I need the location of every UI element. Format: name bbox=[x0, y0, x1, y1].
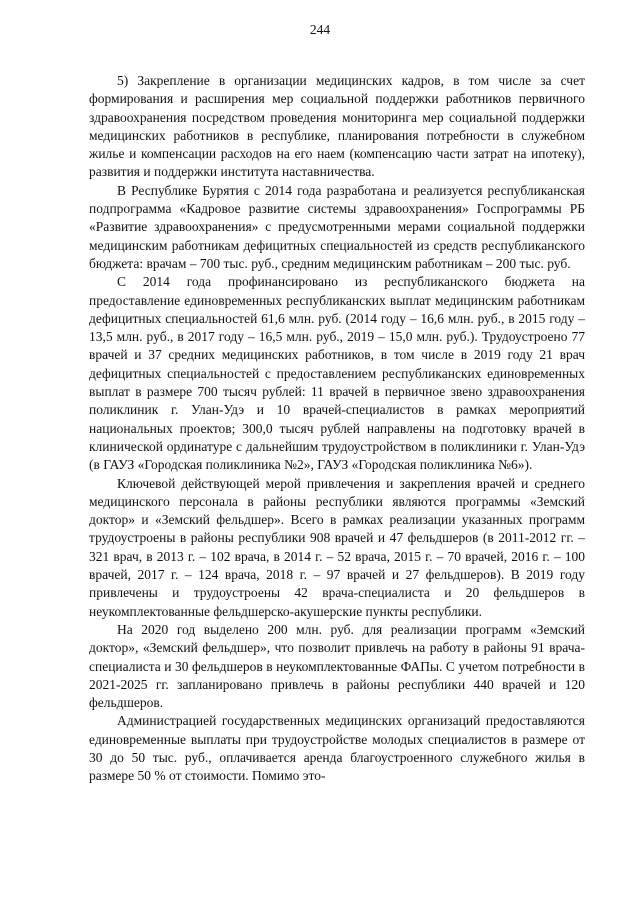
paragraph-republican-subprogram: В Республике Бурятия с 2014 года разработана и реализуется республиканская подпрограмма «Кадровое развитие системы здравоохранения» Госпрограммы РБ «Развитие здравоохранения» с предусмотренными мерами социальной поддержки медицинским работникам дефицитных специальностей из средств республиканского бюджета: врачам – 700 тыс. руб., средним медицинским работникам – 200 тыс. руб. bbox=[89, 182, 585, 271]
paragraph-one-time-payments: Администрацией государственных медицинских организаций предоставляются единовременные выплаты при трудоустройстве молодых специалистов в размере от 30 до 50 тыс. руб., оплачивается аренда благоустроенного служебного жилья в размере 50 % от стоимости. Помимо это- bbox=[89, 713, 585, 784]
paragraph-zemsky-programs: Ключевой действующей мерой привлечения и закрепления врачей и среднего медицинского персонала в районы республики являются программы «Земский доктор» и «Земский фельдшер». Всего в рамках реализации указанных программ трудоустроены в районы республики 908 врачей и 47 фельдшеров (в 2011-2012 гг. – 321 врач, в 2013 г. – 102 врача, в 2014 г. – 52 врача, 2015 г. – 70 врачей, 2016 г. – 100 врачей, 2017 г. – 124 врача, 2018 г. – 97 врачей и 27 фельдшеров). В 2019 году привлечены и трудоустроены 42 врача-специалиста и 20 фельдшеров в неукомплектованные фельдшерско-акушерские пункты республики. bbox=[89, 475, 585, 619]
body-text bbox=[89, 72, 585, 786]
paragraph-2020-allocation: На 2020 год выделено 200 млн. руб. для реализации программ «Земский доктор», «Земский фельдшер», что позволит привлечь на работу в районы 91 врача-специалиста и 30 фельдшеров в неукомплектованные ФАПы. С учетом потребности в 2021-2025 гг. запланировано привлечь в районы республики 440 врачей и 120 фельдшеров. bbox=[89, 621, 585, 711]
paragraph-financing-since-2014: С 2014 года профинансировано из республиканского бюджета на предоставление единовременных республиканских выплат медицинским работникам дефицитных специальностей 61,6 млн. руб. (2014 году – 16,6 млн. руб., в 2015 году – 13,5 млн. руб., в 2017 году – 16,5 млн. руб., 2019 – 15,0 млн. руб.). Трудоустроено 77 врачей и 37 средних медицинских работников, в том числе в 2019 году 21 врач дефицитных специальностей с предоставлением республиканских единовременных выплат в размере 700 тысяч рублей: 11 врачей в первичное звено здравоохранения поликлиник г. Улан-Удэ и 10 врачей-специалистов в рамках мероприятий национальных проектов; 300,0 тысяч рублей направлены на подготовку врачей в клинической ординатуре с дальнейшим трудоустройством в поликлиники г. Улан-Удэ (в ГАУЗ «Городская поликлиника №2», ГАУЗ «Городская поликлиника №6»). bbox=[89, 274, 585, 473]
page-number: 244 bbox=[309, 22, 331, 37]
paragraph-medical-staff-retention: 5) Закрепление в организации медицинских кадров, в том числе за счет формирования и расширения мер социальной поддержки работников первичного здравоохранения посредством проведения мониторинга мер социальной поддержки медицинских работников в республике, планирования потребности в служебном жилье и компенсации расходов на его наем (компенсацию части затрат на ипотеку), развития и поддержки института наставничества. bbox=[89, 73, 585, 180]
